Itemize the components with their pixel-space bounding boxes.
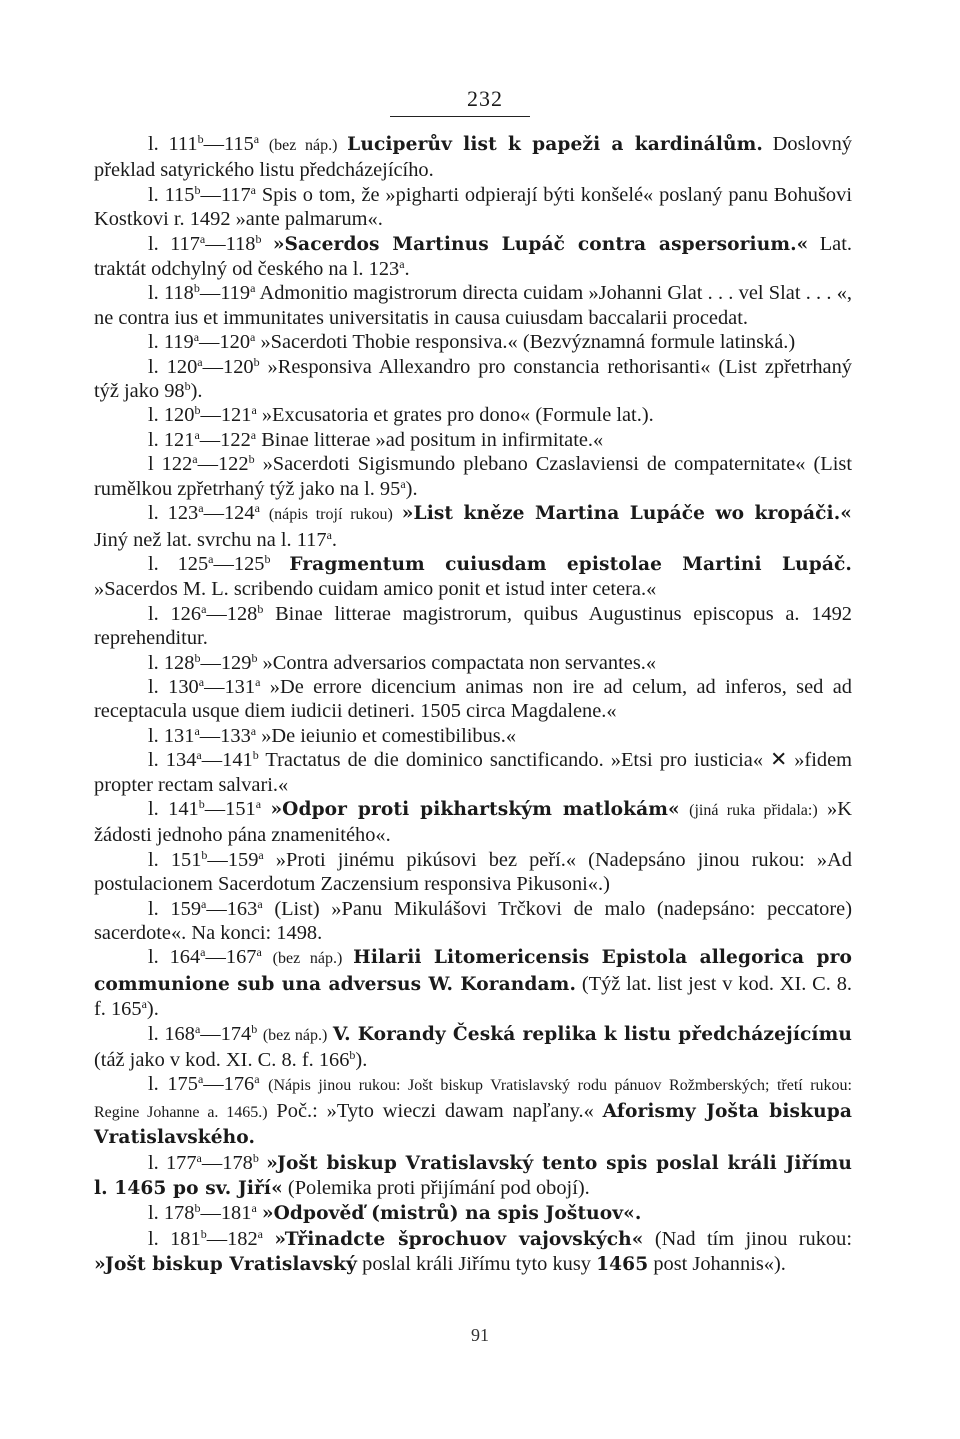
folio-superscript: b [200, 1226, 207, 1241]
entry-text: »De errore dicencium animas non ire ad celum, ad inferos, sed ad receptacula usque diem iudicii detineri. 1505 circa Magdalene.« [94, 675, 852, 723]
catalogue-entry [94, 452, 852, 501]
entry-text [261, 233, 272, 255]
folio-superscript: a [250, 330, 256, 345]
entry-title: Aforismy Jošta biskupa Vratislavského. [94, 1100, 852, 1149]
entry-text: »De ieiunio et comestibilibus.« [256, 724, 517, 747]
entry-text: Jiný než lat. svrchu na l. 117 [94, 528, 327, 551]
folio-superscript: a [201, 896, 207, 911]
folio-superscript: a [255, 674, 261, 689]
entry-text: —181 [200, 1202, 252, 1225]
entry-title: Hilarii Litomericensis Epistola allegorica pro communione sub una adversus W. Korandam. [94, 947, 852, 995]
entry-text: l. 119 [148, 331, 194, 354]
catalogue-entries [94, 132, 852, 1278]
entry-text: l. 115 [148, 183, 195, 206]
footer-signature: 91 [471, 1325, 489, 1345]
entry-text: —176 [203, 1073, 255, 1096]
entry-text [680, 798, 689, 820]
entry-text: (Týž lat. list jest v kod. XI. C. 8. f. 165 [94, 972, 852, 1021]
folio-superscript: a [198, 501, 204, 516]
entry-text: »Sacerdoti Sigismundo plebano Czaslaviensi de compaternitate« (List rumělkou zpřetrhaný týž jako na l. 95 [94, 453, 852, 500]
entry-text: Binae litterae magistrorum, quibus Augustinus episcopus a. 1492 reprehenditur. [94, 602, 852, 650]
page-number-rule [390, 116, 530, 117]
folio-superscript: b [252, 1150, 259, 1165]
entry-text: Doslovný překlad satyrického listu předcházejícího. [94, 133, 852, 182]
entry-text: poslal králi Jiřímu tyto kusy [357, 1253, 597, 1276]
catalogue-entry [94, 1022, 852, 1073]
entry-text: (Polemika proti přijímání pod obojí). [282, 1177, 590, 1200]
entry-text: (Nad tím jinou rukou: [643, 1227, 852, 1250]
entry-text: l. 131 [148, 724, 195, 747]
folio-superscript: b [194, 403, 201, 418]
entry-text [260, 1073, 269, 1095]
entry-text: l. 178 [148, 1202, 195, 1225]
folio-superscript: a [326, 527, 332, 542]
entry-text: (bez náp.) [268, 137, 338, 154]
catalogue-entry [94, 1227, 852, 1278]
folio-superscript: b [251, 650, 258, 665]
entry-text: —129 [200, 651, 252, 674]
folio-superscript: b [257, 601, 264, 616]
entry-text: l. 126 [148, 602, 202, 625]
entry-text: l. 130 [148, 675, 199, 698]
entry-text: Spis o tom, že »pigharti odpierají býti konšelé« poslaný panu Bohušovi Kostkovi r. 1492 »ante palmarum«. [94, 183, 852, 231]
entry-text: l. 123 [148, 502, 199, 525]
folio-superscript: a [257, 896, 263, 911]
folio-superscript: b [184, 379, 191, 394]
catalogue-entry [94, 132, 852, 183]
folio-superscript: b [194, 1201, 201, 1216]
folio-superscript: a [250, 723, 257, 738]
folio-superscript: a [192, 452, 198, 467]
entry-text: —141 [201, 749, 253, 772]
entry-text: »Contra adversarios compactata non servantes.« [257, 651, 657, 674]
folio-superscript: a [200, 945, 206, 960]
catalogue-entry [94, 501, 852, 552]
catalogue-entry [94, 651, 852, 675]
entry-text: (List) »Panu Mikulášovi Trčkovi de malo (nadepsáno: peccatore) sacerdote«. Na konci: 1498. [94, 897, 852, 944]
entry-text: l. 181 [148, 1227, 201, 1250]
entry-text: ). [190, 380, 203, 403]
folio-superscript: a [197, 1072, 204, 1087]
entry-text [260, 502, 269, 524]
entry-text [270, 553, 289, 575]
catalogue-entry [94, 428, 852, 452]
folio-superscript: b [194, 650, 201, 665]
entry-text [263, 1228, 274, 1250]
entry-text: post Johannis«). [648, 1253, 786, 1276]
entry-text: l. 111 [148, 133, 198, 155]
folio-superscript: a [254, 501, 260, 516]
folio-superscript: a [141, 997, 147, 1012]
folio-superscript: a [257, 1226, 263, 1241]
folio-superscript: a [399, 257, 405, 272]
entry-text: —119 [199, 282, 251, 305]
catalogue-entry [94, 403, 852, 427]
entry-text: (bez náp.) [272, 950, 343, 968]
entry-text: »Excusatoria et grates pro dono« (Formule lat.). [256, 404, 654, 427]
catalogue-entry [94, 797, 852, 848]
entry-text: l. 175 [148, 1073, 198, 1096]
entry-title: »List kněze Martina Lupáče wo kropáči.« [401, 503, 853, 525]
catalogue-entry [94, 848, 852, 897]
folio-superscript: b [252, 748, 259, 763]
folio-superscript: a [194, 723, 200, 738]
folio-superscript: b [264, 551, 271, 566]
catalogue-entry [94, 1072, 852, 1150]
entry-text: —118 [205, 232, 256, 255]
entry-text: —124 [203, 502, 255, 525]
folio-superscript: a [253, 132, 260, 146]
catalogue-entry [94, 183, 852, 232]
entry-text: »K žádosti jednoho pána znamenitého«. [94, 797, 852, 847]
entry-text [393, 502, 402, 524]
entry-text: l. 120 [148, 404, 195, 427]
entry-text: —174 [200, 1022, 252, 1045]
entry-text: —182 [206, 1227, 258, 1250]
entry-text: Poč.: »Tyto wieczi dawam napľany.« [267, 1099, 603, 1122]
entry-title: »Odpověď (mistrů) na spis Joštuov«. [261, 1203, 642, 1225]
entry-title: V. Korandy Česká replika k listu předcházejícímu [332, 1023, 852, 1045]
entry-text: l. 151 [148, 848, 202, 871]
catalogue-entry [94, 355, 852, 404]
entry-title: »Jošt biskup Vratislavský [94, 1254, 358, 1276]
entry-text: —159 [207, 848, 259, 871]
entry-text: . [404, 258, 410, 281]
entry-text: (bez náp.) [262, 1026, 328, 1044]
catalogue-entry [94, 602, 852, 651]
entry-text: —122 [197, 453, 249, 476]
entry-text: l. 117 [148, 232, 200, 255]
entry-text: l. 134 [148, 749, 197, 772]
entry-title: »Jošt biskup Vratislavský tento spis poslal králi Jiřímu l. 1465 po sv. Jiří« [94, 1152, 852, 1200]
entry-text: l 122 [148, 453, 193, 476]
entry-text: (jiná ruka přidala:) [689, 801, 818, 819]
entry-text: l. 125 [148, 552, 209, 575]
entry-text: (táž jako v kod. XI. C. 8. f. 166 [94, 1049, 350, 1072]
folio-superscript: b [349, 1048, 356, 1063]
entry-title: »Třinadcte šprochuov vajovských« [274, 1228, 644, 1250]
entry-text: Tractatus de die dominico sanctificando. »Etsi pro iusticia« ✕ »fidem propter rectam salvari.« [94, 749, 852, 796]
entry-text: —151 [204, 797, 256, 820]
entry-text: »Responsiva Allexandro pro constancia rethorisanti« (List zpřetrhaný týž jako 98 [94, 355, 852, 403]
entry-text: l. 118 [148, 282, 194, 305]
catalogue-entry [94, 748, 852, 797]
folio-superscript: b [248, 452, 255, 467]
folio-superscript: b [201, 847, 208, 862]
folio-superscript: a [400, 476, 406, 491]
folio-superscript: b [251, 1021, 258, 1036]
folio-superscript: a [250, 182, 256, 197]
entry-text: Lat. traktát odchylný od českého na l. 123 [94, 232, 852, 281]
folio-superscript: a [250, 281, 256, 296]
entry-title: »Odpor proti pikhartským matlokám« [270, 798, 680, 820]
entry-text: »Proti jinému pikúsovi bez peří.« (Nadepsáno jinou rukou: »Ad postulacionem Sacerdotum Zaczensium responsiva Pikusoni«.) [94, 848, 852, 896]
entry-text: . [331, 528, 337, 551]
entry-text: Admonitio magistrorum directa cuidam »Johanni Glat . . . vel Slat . . . «, ne contra ius et immunitates universitatis in causa cuiusdam baccalarii procedat. [94, 282, 852, 329]
folio-superscript: a [198, 674, 205, 689]
folio-superscript: a [208, 551, 214, 566]
folio-superscript: a [255, 796, 262, 811]
folio-superscript: a [256, 945, 262, 960]
entry-text: l. 177 [148, 1151, 197, 1174]
entry-text: l. 168 [148, 1022, 195, 1045]
entry-text: —163 [206, 897, 258, 920]
folio-superscript: a [194, 1021, 201, 1036]
entry-text: ). [146, 998, 159, 1021]
entry-title: Fragmentum cuiusdam epistolae Martini Lupáč. [289, 553, 852, 575]
catalogue-entry [94, 897, 852, 946]
entry-text: —178 [201, 1151, 253, 1174]
entry-text [259, 133, 269, 155]
folio-superscript: b [198, 796, 205, 811]
folio-superscript: a [199, 231, 206, 246]
catalogue-entry [94, 1201, 852, 1226]
folio-superscript: b [193, 281, 200, 296]
folio-superscript: a [194, 427, 200, 442]
entry-text: —133 [199, 724, 251, 747]
entry-text: l. 121 [148, 428, 195, 451]
entry-text: l. 159 [148, 897, 202, 920]
entry-text: l. 164 [148, 946, 201, 969]
folio-superscript: b [194, 182, 201, 197]
entry-text: —115 [203, 133, 254, 155]
folio-superscript: b [253, 354, 260, 369]
entry-text: (Nápis jinou rukou: Jošt biskup Vratislavský rodu pánuov Rožmberských; třetí rukou: Regine Johanne a. 1465.) [94, 1077, 852, 1121]
catalogue-entry [94, 281, 852, 330]
entry-text: —167 [205, 946, 257, 969]
entry-text: l. 128 [148, 651, 195, 674]
entry-text: —128 [206, 602, 258, 625]
entry-text: —125 [213, 552, 265, 575]
entry-title: 1465 [596, 1254, 649, 1276]
entry-title: »Sacerdos Martinus Lupáč contra aspersorium.« [272, 233, 809, 255]
folio-superscript: a [251, 1201, 257, 1216]
entry-text [259, 1152, 266, 1174]
entry-text: l. 120 [148, 355, 198, 378]
catalogue-entry [94, 552, 852, 602]
folio-superscript: a [251, 403, 257, 418]
entry-text: »Sacerdoti Thobie responsiva.« (Bezvýznamná formule latinská.) [255, 331, 796, 354]
page-number: 232 [467, 86, 503, 111]
entry-text: —117 [200, 183, 251, 206]
entry-title: Luciperův list k papeži a kardinálům. [347, 134, 763, 155]
folio-superscript: a [201, 601, 207, 616]
entry-text: —120 [202, 355, 254, 378]
entry-text: ). [405, 477, 418, 500]
catalogue-entry [94, 232, 852, 282]
folio-superscript: a [250, 427, 257, 442]
entry-text: —122 [199, 428, 251, 451]
folio-superscript: a [193, 330, 200, 345]
entry-text [337, 133, 347, 155]
folio-superscript: a [196, 748, 202, 763]
entry-text [342, 946, 353, 968]
catalogue-entry [94, 724, 852, 748]
folio-superscript: a [197, 354, 203, 369]
catalogue-entry [94, 945, 852, 1021]
folio-superscript: b [197, 132, 204, 146]
entry-text: (nápis trojí rukou) [268, 506, 393, 524]
entry-text: Binae litterae »ad positum in infirmitate.« [256, 428, 604, 451]
entry-text: ). [355, 1049, 368, 1072]
catalogue-entry [94, 1151, 852, 1202]
catalogue-entry [94, 330, 852, 354]
entry-text: l. 141 [148, 797, 199, 820]
catalogue-entry [94, 675, 852, 724]
entry-text: —121 [200, 404, 252, 427]
entry-text [262, 946, 273, 968]
folio-superscript: a [196, 1150, 202, 1165]
entry-text: »Sacerdos M. L. scribendo cuidam amico ponit et istud inter cetera.« [94, 578, 657, 601]
entry-text: —131 [204, 675, 256, 698]
folio-superscript: a [254, 1072, 260, 1087]
folio-superscript: b [255, 231, 262, 246]
entry-text: —120 [199, 331, 251, 354]
folio-superscript: a [258, 847, 264, 862]
